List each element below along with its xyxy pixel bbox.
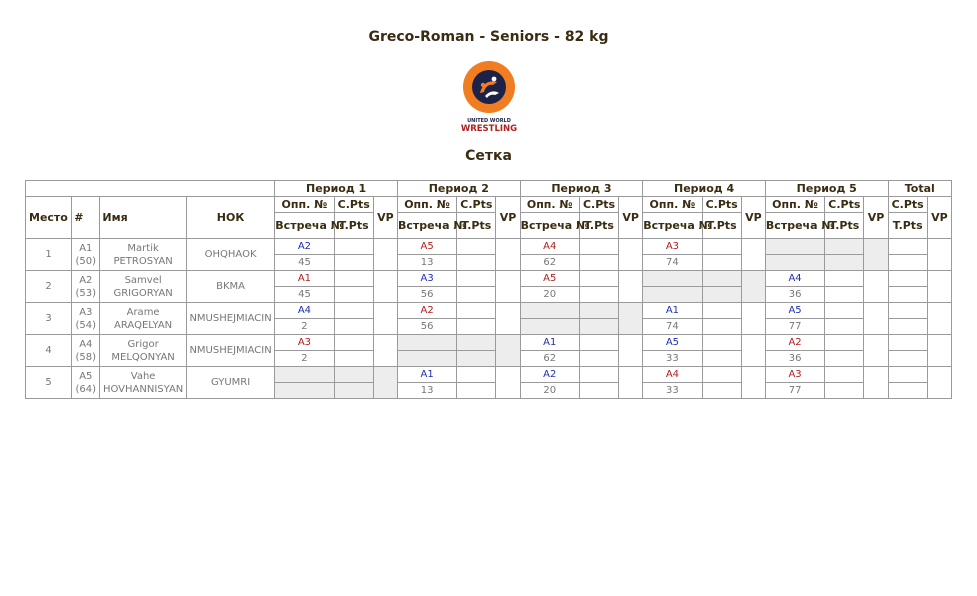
- opp-header: Опп. №: [275, 197, 334, 213]
- total-tpts: [888, 255, 927, 271]
- bout-number: 36: [765, 351, 824, 367]
- logo-inner-disc: [472, 70, 506, 104]
- opponent-code: A2: [397, 303, 456, 319]
- athlete-first-name: Grigor: [127, 338, 159, 350]
- bracket-heading: Сетка: [465, 148, 512, 164]
- victory-points: [496, 271, 520, 303]
- total-cpts: [888, 271, 927, 287]
- classification-points: [334, 335, 373, 351]
- technical-points: [702, 319, 741, 335]
- logo-text-line1: UNITED WORLD: [467, 118, 511, 124]
- athlete-first-name: Martik: [127, 242, 159, 254]
- total-header: Total: [888, 181, 951, 197]
- technical-points: [825, 287, 864, 303]
- athlete-code: A4: [79, 338, 93, 350]
- cpts-header: C.Pts: [334, 197, 373, 213]
- technical-points: [579, 351, 618, 367]
- victory-points: [741, 239, 765, 271]
- bout-header: Встреча №: [275, 213, 334, 239]
- athlete-name: [100, 335, 186, 367]
- classification-points: [702, 303, 741, 319]
- uww-logo: [458, 60, 520, 134]
- athlete-seed: [72, 239, 100, 271]
- athlete-place: 5: [26, 367, 72, 399]
- athlete-row: [26, 303, 952, 319]
- opp-header: Опп. №: [765, 197, 824, 213]
- opponent-code: A1: [520, 335, 579, 351]
- total-tpts: [888, 319, 927, 335]
- classification-points: [702, 367, 741, 383]
- opponent-code: A2: [520, 367, 579, 383]
- cpts-header: C.Pts: [457, 197, 496, 213]
- classification-points: [334, 239, 373, 255]
- classification-points: [579, 271, 618, 287]
- technical-points: [334, 351, 373, 367]
- bout-number: 74: [643, 255, 702, 271]
- bout-header: Встреча №: [643, 213, 702, 239]
- victory-points: [373, 303, 397, 335]
- bye-cell: [334, 383, 373, 399]
- classification-points: [334, 303, 373, 319]
- opponent-code: A1: [275, 271, 334, 287]
- victory-points: [373, 271, 397, 303]
- athlete-name: [100, 239, 186, 271]
- technical-points: [702, 255, 741, 271]
- classification-points: [457, 271, 496, 287]
- noc-header: НОК: [186, 197, 274, 239]
- athlete-seed-number: (58): [75, 351, 97, 363]
- opponent-code: A4: [765, 271, 824, 287]
- opponent-code: A5: [643, 335, 702, 351]
- victory-points: [619, 239, 643, 271]
- athlete-row: [26, 239, 952, 255]
- opponent-code: A1: [643, 303, 702, 319]
- bout-number: 56: [397, 319, 456, 335]
- bye-vp-cell: [741, 271, 765, 303]
- bout-number: 33: [643, 383, 702, 399]
- bye-vp-cell: [619, 303, 643, 335]
- opponent-code: A3: [643, 239, 702, 255]
- opponent-code: A5: [397, 239, 456, 255]
- classification-points: [334, 271, 373, 287]
- athlete-last-name: MELQONYAN: [111, 351, 175, 363]
- classification-points: [579, 239, 618, 255]
- bye-cell: [275, 383, 334, 399]
- vp-header: VP: [741, 197, 765, 239]
- classification-points: [457, 303, 496, 319]
- opponent-code: A5: [765, 303, 824, 319]
- technical-points: [702, 351, 741, 367]
- tpts-header: T.Pts: [888, 213, 927, 239]
- victory-points: [741, 335, 765, 367]
- bye-cell: [397, 335, 456, 351]
- technical-points: [457, 319, 496, 335]
- classification-points: [702, 239, 741, 255]
- victory-points: [496, 303, 520, 335]
- athlete-seed-number: (54): [75, 319, 97, 331]
- opponent-code: A2: [765, 335, 824, 351]
- bout-number: 45: [275, 255, 334, 271]
- bye-cell: [334, 367, 373, 383]
- bout-number: 36: [765, 287, 824, 303]
- total-tpts: [888, 287, 927, 303]
- athlete-last-name: PETROSYAN: [113, 255, 173, 267]
- victory-points: [373, 239, 397, 271]
- bye-cell: [579, 319, 618, 335]
- technical-points: [457, 287, 496, 303]
- athlete-noc: NMUSHEJMIACIN: [186, 303, 274, 335]
- opp-header: Опп. №: [397, 197, 456, 213]
- period-5-header: Период 5: [765, 181, 888, 197]
- tpts-header: T.Pts: [702, 213, 741, 239]
- classification-points: [702, 335, 741, 351]
- athlete-place: 1: [26, 239, 72, 271]
- technical-points: [579, 383, 618, 399]
- bout-number: 13: [397, 255, 456, 271]
- athlete-code: A3: [79, 306, 93, 318]
- tpts-header: T.Pts: [579, 213, 618, 239]
- victory-points: [619, 335, 643, 367]
- bout-header: Встреча №: [520, 213, 579, 239]
- victory-points: [864, 367, 888, 399]
- bout-number: 62: [520, 255, 579, 271]
- athlete-code: A1: [79, 242, 93, 254]
- classification-points: [457, 367, 496, 383]
- bye-vp-cell: [496, 335, 520, 367]
- bout-number: 2: [275, 319, 334, 335]
- cpts-header: C.Pts: [702, 197, 741, 213]
- bracket-body: [26, 239, 952, 399]
- athlete-place: 2: [26, 271, 72, 303]
- technical-points: [334, 255, 373, 271]
- technical-points: [825, 383, 864, 399]
- total-vp: [927, 335, 951, 367]
- bout-number: 2: [275, 351, 334, 367]
- bye-cell: [579, 303, 618, 319]
- athlete-seed-number: (64): [75, 383, 97, 395]
- total-tpts: [888, 383, 927, 399]
- victory-points: [619, 271, 643, 303]
- athlete-last-name: GRIGORYAN: [113, 287, 173, 299]
- bye-cell: [765, 239, 824, 255]
- opponent-code: A3: [275, 335, 334, 351]
- athlete-noc: OHQHAOK: [186, 239, 274, 271]
- vp-header: VP: [496, 197, 520, 239]
- victory-points: [741, 303, 765, 335]
- total-vp: [927, 271, 951, 303]
- opp-header: Опп. №: [520, 197, 579, 213]
- cpts-header: C.Pts: [888, 197, 927, 213]
- technical-points: [579, 255, 618, 271]
- victory-points: [864, 335, 888, 367]
- bye-cell: [825, 239, 864, 255]
- period-4-header: Период 4: [643, 181, 766, 197]
- bye-vp-cell: [864, 239, 888, 271]
- bout-header: Встреча №: [397, 213, 456, 239]
- bout-number: 45: [275, 287, 334, 303]
- bout-number: 20: [520, 287, 579, 303]
- bye-vp-cell: [373, 367, 397, 399]
- athlete-row: [26, 335, 952, 351]
- victory-points: [373, 335, 397, 367]
- total-tpts: [888, 351, 927, 367]
- athlete-last-name: ARAQELYAN: [114, 319, 173, 331]
- athlete-first-name: Vahe: [130, 370, 156, 382]
- period-1-header: Период 1: [275, 181, 398, 197]
- athlete-seed: [72, 367, 100, 399]
- technical-points: [457, 255, 496, 271]
- total-vp: [927, 239, 951, 271]
- vp-header: VP: [373, 197, 397, 239]
- bye-cell: [397, 351, 456, 367]
- bracket-table: [25, 180, 952, 399]
- bout-number: 13: [397, 383, 456, 399]
- technical-points: [334, 319, 373, 335]
- bout-number: 62: [520, 351, 579, 367]
- athlete-name: [100, 271, 186, 303]
- bout-number: 77: [765, 383, 824, 399]
- bout-number: 74: [643, 319, 702, 335]
- name-header: Имя: [100, 197, 186, 239]
- classification-points: [825, 367, 864, 383]
- victory-points: [864, 271, 888, 303]
- period-2-header: Период 2: [397, 181, 520, 197]
- total-cpts: [888, 367, 927, 383]
- opponent-code: A4: [520, 239, 579, 255]
- classification-points: [825, 335, 864, 351]
- athlete-noc: GYUMRI: [186, 367, 274, 399]
- opponent-code: A4: [643, 367, 702, 383]
- athlete-seed: [72, 271, 100, 303]
- total-vp: [927, 367, 951, 399]
- victory-points: [496, 239, 520, 271]
- bye-cell: [275, 367, 334, 383]
- technical-points: [825, 319, 864, 335]
- athlete-noc: BKMA: [186, 271, 274, 303]
- bout-number: 77: [765, 319, 824, 335]
- technical-points: [579, 287, 618, 303]
- tpts-header: T.Pts: [825, 213, 864, 239]
- athlete-row: [26, 271, 952, 287]
- bye-cell: [702, 287, 741, 303]
- vp-header: VP: [927, 197, 951, 239]
- athlete-seed-number: (50): [75, 255, 97, 267]
- technical-points: [825, 351, 864, 367]
- total-cpts: [888, 335, 927, 351]
- bout-number: 56: [397, 287, 456, 303]
- opponent-code: A3: [765, 367, 824, 383]
- athlete-noc: NMUSHEJMIACIN: [186, 335, 274, 367]
- technical-points: [457, 383, 496, 399]
- classification-points: [825, 303, 864, 319]
- opponent-code: A3: [397, 271, 456, 287]
- victory-points: [496, 367, 520, 399]
- bye-cell: [765, 255, 824, 271]
- technical-points: [702, 383, 741, 399]
- cpts-header: C.Pts: [825, 197, 864, 213]
- victory-points: [741, 367, 765, 399]
- athlete-last-name: HOVHANNISYAN: [102, 383, 184, 395]
- opponent-code: A4: [275, 303, 334, 319]
- bye-cell: [643, 287, 702, 303]
- bye-cell: [520, 303, 579, 319]
- period-3-header: Период 3: [520, 181, 643, 197]
- athlete-seed: [72, 303, 100, 335]
- classification-points: [579, 335, 618, 351]
- athlete-row: [26, 367, 952, 383]
- athlete-seed-number: (53): [75, 287, 97, 299]
- bout-number: 33: [643, 351, 702, 367]
- opponent-code: A5: [520, 271, 579, 287]
- bout-header: Встреча №: [765, 213, 824, 239]
- classification-points: [457, 239, 496, 255]
- opp-header: Опп. №: [643, 197, 702, 213]
- bye-cell: [457, 335, 496, 351]
- total-cpts: [888, 303, 927, 319]
- technical-points: [334, 287, 373, 303]
- athlete-seed: [72, 335, 100, 367]
- athlete-first-name: Arame: [126, 306, 160, 318]
- vp-header: VP: [619, 197, 643, 239]
- total-cpts: [888, 239, 927, 255]
- bye-cell: [457, 351, 496, 367]
- athlete-place: 4: [26, 335, 72, 367]
- bye-cell: [702, 271, 741, 287]
- bout-number: 20: [520, 383, 579, 399]
- logo-text-line2: WRESTLING: [460, 124, 518, 134]
- page-title: Greco-Roman - Seniors - 82 kg: [368, 29, 609, 45]
- tpts-header: T.Pts: [457, 213, 496, 239]
- opponent-code: A2: [275, 239, 334, 255]
- athlete-name: [100, 303, 186, 335]
- classification-points: [579, 367, 618, 383]
- victory-points: [619, 367, 643, 399]
- bye-cell: [643, 271, 702, 287]
- opponent-code: A1: [397, 367, 456, 383]
- total-vp: [927, 303, 951, 335]
- cpts-header: C.Pts: [579, 197, 618, 213]
- vp-header: VP: [864, 197, 888, 239]
- number-header: #: [72, 197, 100, 239]
- athlete-code: A5: [79, 370, 93, 382]
- athlete-code: A2: [79, 274, 93, 286]
- bye-cell: [825, 255, 864, 271]
- bye-cell: [520, 319, 579, 335]
- classification-points: [825, 271, 864, 287]
- athlete-first-name: Samvel: [124, 274, 162, 286]
- place-header: Место: [26, 197, 72, 239]
- tpts-header: T.Pts: [334, 213, 373, 239]
- athlete-name: [100, 367, 186, 399]
- victory-points: [864, 303, 888, 335]
- athlete-place: 3: [26, 303, 72, 335]
